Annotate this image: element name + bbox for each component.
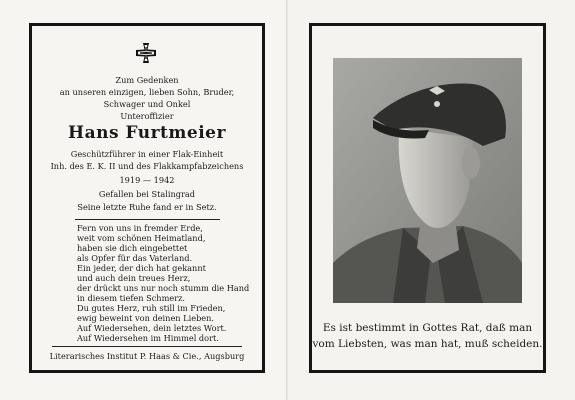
card-fold: [286, 0, 288, 400]
poem-line: der drückt uns nur noch stumm die Hand: [77, 283, 250, 293]
poem-line: haben sie dich eingebettet: [77, 243, 188, 253]
poem-line: Auf Wiedersehen, dein letztes Wort.: [77, 323, 227, 333]
rank: Unteroffizier: [120, 111, 174, 121]
quote-line-1: Es ist bestimmt in Gottes Rat, daß man: [322, 322, 533, 334]
poem-line: Ein jeder, der dich hat gekannt: [77, 263, 206, 273]
poem-line: und auch dein treues Herz,: [77, 273, 191, 283]
poem-line: Auf Wiedersehen im Himmel dort.: [77, 333, 219, 343]
dedication-line-1: Zum Gedenken: [115, 75, 179, 85]
detail-line-2: Inh. des E. K. II und des Flakkampfabzeichens: [50, 161, 244, 171]
iron-cross-icon: [135, 42, 157, 64]
deceased-name: Hans Furtmeier: [68, 123, 226, 143]
divider-bottom: [52, 346, 242, 347]
publisher: Literarisches Institut P. Haas & Cie., Augsburg: [49, 351, 245, 361]
poem-line: in diesem tiefen Schmerz.: [77, 293, 186, 303]
poem-line: ewig beweint von deinen Lieben.: [77, 313, 215, 323]
death-line-2: Seine letzte Ruhe fand er in Setz.: [77, 202, 217, 212]
detail-line-1: Geschützführer in einer Flak-Einheit: [70, 149, 224, 159]
portrait-photo: [333, 58, 522, 303]
life-years: 1919 — 1942: [119, 175, 175, 185]
poem-line: weit vom schönen Heimatland,: [77, 233, 206, 243]
dedication-line-2: an unseren einzigen, lieben Sohn, Bruder,: [59, 87, 235, 97]
quote-line-2: vom Liebsten, was man hat, muß scheiden.: [312, 338, 543, 350]
dedication-line-3: Schwager und Onkel: [103, 99, 191, 109]
death-line-1: Gefallen bei Stalingrad: [98, 189, 196, 199]
divider-top: [75, 219, 220, 220]
poem-line: Fern von uns in fremder Erde,: [77, 223, 203, 233]
poem-line: als Opfer für das Vaterland.: [77, 253, 193, 263]
poem-line: Du gutes Herz, ruh still im Frieden,: [77, 303, 226, 313]
